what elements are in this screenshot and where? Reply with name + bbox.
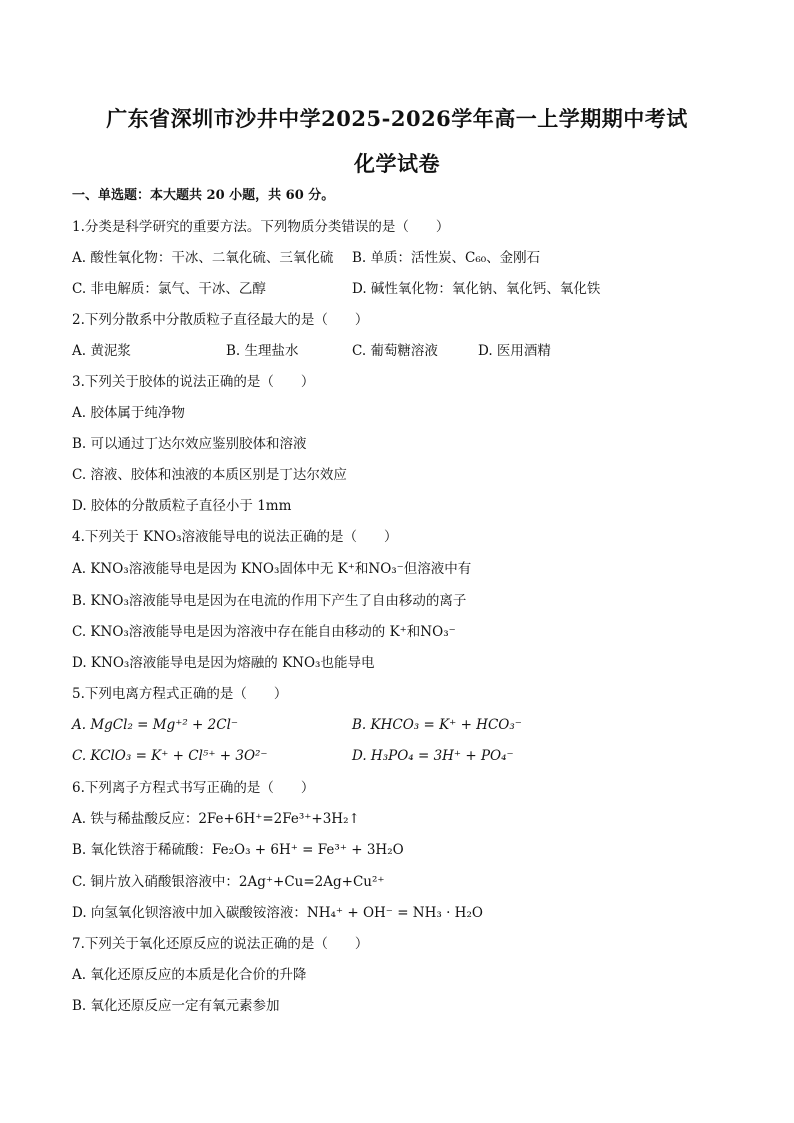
question-5-option-a: A. MgCl₂ = Mg⁺² + 2Cl⁻ xyxy=(72,717,239,733)
question-2-option-d: D. 医用酒精 xyxy=(478,343,551,359)
question-1-option-a: A. 酸性氧化物：干冰、二氧化硫、三氧化硫 xyxy=(72,250,334,266)
question-2-option-c: C. 葡萄糖溶液 xyxy=(352,343,438,359)
exam-title: 广东省深圳市沙井中学2025-2026学年高一上学期期中考试 xyxy=(106,106,688,131)
question-2-option-b: B. 生理盐水 xyxy=(226,343,299,359)
question-3-option-a: A. 胶体属于纯净物 xyxy=(72,405,185,421)
question-5-option-b: B. KHCO₃ = K⁺ + HCO₃⁻ xyxy=(352,717,522,733)
question-3-option-b: B. 可以通过丁达尔效应鉴别胶体和溶液 xyxy=(72,436,307,452)
question-1-option-b: B. 单质：活性炭、C₆₀、金刚石 xyxy=(352,250,541,266)
question-4-option-d: D. KNO₃溶液能导电是因为熔融的 KNO₃也能导电 xyxy=(72,655,375,671)
question-2-option-a: A. 黄泥浆 xyxy=(72,343,131,359)
question-6-option-a: A. 铁与稀盐酸反应：2Fe+6H⁺=2Fe³⁺+3H₂↑ xyxy=(72,811,360,827)
question-7-option-a: A. 氧化还原反应的本质是化合价的升降 xyxy=(72,967,307,983)
question-3-option-d: D. 胶体的分散质粒子直径小于 1mm xyxy=(72,498,292,514)
section-heading: 一、单选题：本大题共 20 小题，共 60 分。 xyxy=(72,188,335,203)
question-6-option-b: B. 氧化铁溶于稀硫酸：Fe₂O₃ + 6H⁺ = Fe³⁺ + 3H₂O xyxy=(72,842,404,858)
question-3-option-c: C. 溶液、胶体和浊液的本质区别是丁达尔效应 xyxy=(72,467,347,483)
question-4-option-a: A. KNO₃溶液能导电是因为 KNO₃固体中无 K⁺和NO₃⁻但溶液中有 xyxy=(72,561,472,577)
question-6-option-c: C. 铜片放入硝酸银溶液中：2Ag⁺+Cu=2Ag+Cu²⁺ xyxy=(72,874,385,890)
question-5-option-d: D. H₃PO₄ = 3H⁺ + PO₄⁻ xyxy=(352,748,514,764)
question-5-stem: 5.下列电离方程式正确的是（ ） xyxy=(72,686,288,702)
question-4-stem: 4.下列关于 KNO₃溶液能导电的说法正确的是（ ） xyxy=(72,529,398,545)
question-6-option-d: D. 向氢氧化钡溶液中加入碳酸铵溶液：NH₄⁺ + OH⁻ = NH₃ · H₂O xyxy=(72,905,483,921)
question-4-option-c: C. KNO₃溶液能导电是因为溶液中存在能自由移动的 K⁺和NO₃⁻ xyxy=(72,624,456,640)
question-1-stem: 1.分类是科学研究的重要方法。下列物质分类错误的是（ ） xyxy=(72,219,450,235)
exam-subtitle: 化学试卷 xyxy=(354,151,440,176)
question-7-option-b: B. 氧化还原反应一定有氧元素参加 xyxy=(72,998,280,1014)
question-2-stem: 2.下列分散系中分散质粒子直径最大的是（ ） xyxy=(72,312,369,328)
question-1-option-d: D. 碱性氧化物：氧化钠、氧化钙、氧化铁 xyxy=(352,281,601,297)
question-7-stem: 7.下列关于氧化还原反应的说法正确的是（ ） xyxy=(72,936,369,952)
question-4-option-b: B. KNO₃溶液能导电是因为在电流的作用下产生了自由移动的离子 xyxy=(72,593,467,609)
question-5-option-c: C. KClO₃ = K⁺ + Cl⁵⁺ + 3O²⁻ xyxy=(72,748,268,764)
question-1-option-c: C. 非电解质：氯气、干冰、乙醇 xyxy=(72,281,266,297)
question-6-stem: 6.下列离子方程式书写正确的是（ ） xyxy=(72,780,315,796)
question-3-stem: 3.下列关于胶体的说法正确的是（ ） xyxy=(72,374,315,390)
